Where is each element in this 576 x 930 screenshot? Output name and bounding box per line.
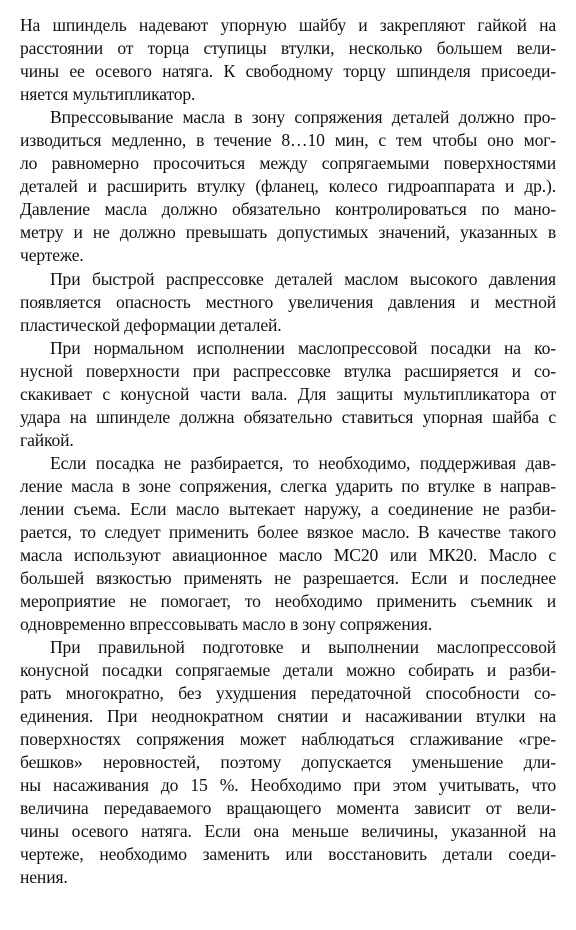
- text-line: чертеже.: [20, 245, 84, 265]
- text-line: появляется опасность местного увеличения давления и местной: [20, 292, 556, 312]
- text-line: рать многократно, без ухудшения передаточной способности со-: [20, 683, 556, 703]
- text-line: величина передаваемого вращающего момента зависит от вели-: [20, 798, 556, 818]
- text-line: большей вязкостью применять не разрешается. Если и последнее: [20, 568, 556, 588]
- text-line: ление масла в зоне сопряжения, слегка ударить по втулке в направ-: [20, 476, 556, 496]
- text-line: При правильной подготовке и выполнении маслопрессовой: [50, 637, 556, 657]
- text-line: чины ее осевого натяга. К свободному торцу шпинделя присоеди-: [20, 61, 556, 81]
- text-line: метру и не должно превышать допустимых значений, указанных в: [20, 222, 556, 242]
- text-line: деталей и расширить втулку (фланец, колесо гидроаппарата и др.).: [20, 176, 556, 196]
- text-line: Впрессовывание масла в зону сопряжения деталей должно про-: [50, 107, 556, 127]
- text-line: чертеже, необходимо заменить или восстановить детали соеди-: [20, 844, 556, 864]
- text-line: При нормальном исполнении маслопрессовой посадки на ко-: [50, 338, 556, 358]
- text-line: пластической деформации деталей.: [20, 315, 282, 335]
- text-line: На шпиндель надевают упорную шайбу и закрепляют гайкой на: [20, 15, 556, 35]
- text-line: единения. При неоднократном снятии и насаживании втулки на: [20, 706, 556, 726]
- text-line: мероприятие не помогает, то необходимо применить съемник и: [20, 591, 556, 611]
- text-line: Если посадка не разбирается, то необходимо, поддерживая дав-: [50, 453, 556, 473]
- text-line: конусной посадки сопрягаемые детали можно собирать и разби-: [20, 660, 556, 680]
- text-line: масла используют авиационное масло МС20 или МК20. Масло с: [20, 545, 556, 565]
- text-line: поверхностях сопряжения может наблюдаться сглаживание «гре-: [20, 729, 556, 749]
- text-line: гайкой.: [20, 430, 74, 450]
- text-line: При быстрой распрессовке деталей маслом высокого давления: [50, 269, 556, 289]
- text-line: нения.: [20, 867, 68, 887]
- text-line: чины осевого натяга. Если она меньше величины, указанной на: [20, 821, 556, 841]
- text-line: лении съема. Если масло вытекает наружу, а соединение не разби-: [20, 499, 556, 519]
- text-line: бешков» неровностей, поэтому допускается уменьшение дли-: [20, 752, 556, 772]
- text-line: ло равномерно просочиться между сопрягаемыми поверхностями: [20, 153, 556, 173]
- text-line: одновременно впрессовывать масло в зону сопряжения.: [20, 614, 433, 634]
- text-line: удара на шпинделе должна обязательно ставиться упорная шайба с: [20, 407, 556, 427]
- text-line: расстоянии от торца ступицы втулки, несколько большем вели-: [20, 38, 556, 58]
- text-line: Давление масла должно обязательно контролироваться по мано-: [20, 199, 556, 219]
- text-line: рается, то следует применить более вязкое масло. В качестве такого: [20, 522, 556, 542]
- text-line: няется мультипликатор.: [20, 84, 196, 104]
- text-line: ны насаживания до 15 %. Необходимо при этом учитывать, что: [20, 775, 556, 795]
- text-line: скакивает с конусной части вала. Для защиты мультипликатора от: [20, 384, 556, 404]
- text-line: изводиться медленно, в течение 8…10 мин, с тем чтобы оно мог-: [20, 130, 556, 150]
- text-line: нусной поверхности при распрессовке втулка расширяется и со-: [20, 361, 556, 381]
